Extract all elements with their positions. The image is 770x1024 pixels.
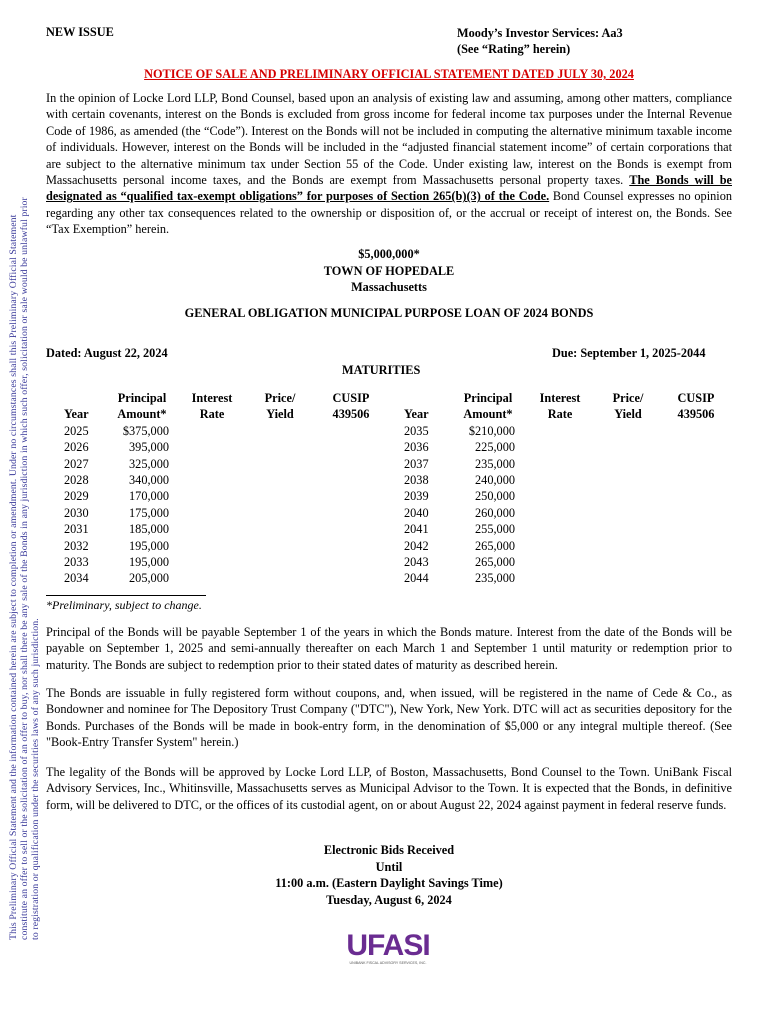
notice-title: NOTICE OF SALE AND PRELIMINARY OFFICIAL STATEMENT DATED JULY 30, 2024	[144, 67, 634, 81]
left-amount-column	[112, 390, 172, 587]
principal-amount: 255,000	[475, 522, 515, 537]
principal-amount: 235,000	[475, 456, 515, 471]
principal-amount: 195,000	[129, 554, 169, 569]
rating-block	[457, 25, 623, 57]
preliminary-disclaimer-sidebar	[8, 20, 42, 940]
left-interest-column	[186, 390, 238, 423]
year-header: Year	[64, 407, 89, 422]
principal-amount: 205,000	[129, 571, 169, 586]
cusip-prefix-header: 439506	[332, 407, 370, 422]
logo-tagline: UNIBANK FISCAL ADVISORY SERVICES, INC.	[349, 961, 427, 965]
bids-time: 11:00 a.m. (Eastern Daylight Savings Time)	[275, 876, 503, 890]
disclaimer-line-3: to registration or qualification under the securities laws of any such jurisdiction.	[30, 618, 41, 940]
right-amount-column	[458, 390, 518, 587]
rating-line: Moody’s Investor Services: Aa3	[457, 26, 623, 40]
maturity-year: 2040	[404, 505, 429, 520]
maturity-year: 2028	[64, 472, 89, 487]
interest-header: Interest	[539, 391, 581, 405]
principal-amount: 240,000	[475, 472, 515, 487]
yield-header: Yield	[614, 407, 642, 422]
principal-amount: $375,000	[122, 423, 169, 438]
cusip-header: CUSIP	[332, 391, 370, 405]
registration-paragraph: The Bonds are issuable in fully registered form without coupons, and, when issued, will be registered in the name of Cede & Co., as Bondowner and nominee for The Depository Trust Company ("DTC"), New York, New York. DTC will act as securities depository for the Bonds. Purchases of the Bonds will be made in book-entry form, in the denomination of $5,000 or any integral multiple thereof. (See "Book-Entry Transfer System" herein.)	[46, 686, 732, 750]
opinion-text-continued: Bond Counsel expresses no opinion regarding any other tax consequences related to the ownership or disposition of, or the accrual or receipt of interest on, the Bonds. See “Tax Exemption” herein.	[46, 189, 732, 237]
principal-header: Principal	[463, 391, 513, 405]
payment-paragraph: Principal of the Bonds will be payable September 1 of the years in which the Bonds mature. Interest from the date of the Bonds will be payable on September 1, 2025 and semi-annually thereafter on each March 1 and September 1 until maturity or redemption prior to maturity. The Bonds are subject to redemption prior to their stated dates of maturity as described herein.	[46, 625, 732, 672]
left-price-column	[258, 390, 302, 423]
principal-amount: 225,000	[475, 440, 515, 455]
maturity-year: 2042	[404, 538, 429, 553]
principal-amount: 185,000	[129, 522, 169, 537]
principal-amount: 170,000	[129, 489, 169, 504]
ufasi-logo	[336, 925, 440, 971]
dated-date: Dated: August 22, 2024	[46, 346, 168, 360]
disclaimer-line-2: constitute an offer to sell or the solicitation of an offer to buy, nor shall there be any sale of the Bonds in any jurisdiction in which such offer, solicitation or sale would be unlawful prior	[19, 197, 30, 940]
principal-amount: 260,000	[475, 505, 515, 520]
bids-line-1: Electronic Bids Received	[323, 843, 455, 857]
maturity-year: 2025	[64, 423, 89, 438]
right-price-column	[606, 390, 650, 423]
maturity-year: 2038	[404, 472, 429, 487]
price-header: Price/	[612, 391, 644, 405]
footnote-divider	[46, 595, 206, 596]
rate-header: Rate	[547, 407, 573, 422]
principal-header: Principal	[117, 391, 167, 405]
left-year-column	[64, 390, 100, 587]
logo-wordmark: UFASI	[346, 929, 430, 962]
maturity-year: 2044	[404, 571, 429, 586]
maturity-year: 2033	[64, 554, 89, 569]
legality-paragraph: The legality of the Bonds will be approved by Locke Lord LLP, of Boston, Massachusetts, Bond Counsel to the Town. UniBank Fiscal Advisory Services, Inc., Whitinsville, Massachusetts serves as Municipal Advisor to the Town. It is expected that the Bonds, in definitive form, will be delivered to DTC, or the offices of its custodial agent, on or about August 22, 2024 against payment in federal reserve funds.	[46, 765, 732, 812]
principal-amount: 250,000	[475, 489, 515, 504]
rating-reference: (See “Rating” herein)	[457, 42, 571, 56]
cusip-prefix-header: 439506	[677, 407, 715, 422]
principal-amount: 265,000	[475, 538, 515, 553]
ufasi-logo-mark	[336, 925, 440, 971]
rate-header: Rate	[199, 407, 225, 422]
opinion-text: In the opinion of Locke Lord LLP, Bond Counsel, based upon an analysis of existing law and assuming, among other matters, compliance with certain covenants, interest on the Bonds is excluded from gross income for federal income tax purposes under the Internal Revenue Code of 1986, as amended (the “Code”). Interest on the Bonds will not be included in computing the alternative minimum taxable income of individuals. However, interest on the Bonds will be included in the “adjusted financial statement income” of certain corporations that are subject to the alternative minimum tax under Section 55 of the Code. Under existing law, interest on the Bonds is exempt from Massachusetts personal income taxes, and the Bonds are exempt from Massachusetts personal property taxes.	[46, 91, 732, 188]
yield-header: Yield	[266, 407, 294, 422]
right-cusip-column	[672, 390, 720, 423]
maturity-year: 2031	[64, 522, 89, 537]
maturity-year: 2035	[404, 423, 429, 438]
right-interest-column	[534, 390, 586, 423]
amount-header: Amount*	[117, 407, 167, 422]
designation-statement: The Bonds will be designated as “qualified tax-exempt obligations” for purposes of Section 265(b)(3) of the Code.	[46, 173, 732, 204]
issuer-state: Massachusetts	[351, 280, 427, 294]
offering-block	[46, 246, 732, 296]
maturities-heading: MATURITIES	[342, 363, 421, 377]
principal-amount: $210,000	[468, 423, 515, 438]
left-cusip-column	[327, 390, 375, 423]
principal-amount: 195,000	[129, 538, 169, 553]
maturity-year: 2037	[404, 456, 429, 471]
issuer-name: TOWN OF HOPEDALE	[323, 263, 455, 278]
bond-counsel-opinion	[46, 90, 732, 238]
maturity-year: 2039	[404, 489, 429, 504]
principal-amount: 340,000	[129, 472, 169, 487]
year-header: Year	[404, 407, 429, 422]
principal-amount: 235,000	[475, 571, 515, 586]
right-year-column	[404, 390, 440, 587]
preliminary-footnote: *Preliminary, subject to change.	[46, 598, 202, 612]
due-date: Due: September 1, 2025-2044	[552, 346, 706, 360]
maturity-year: 2030	[64, 505, 89, 520]
principal-amount: 325,000	[129, 456, 169, 471]
offering-amount: $5,000,000*	[358, 247, 420, 261]
maturity-year: 2041	[404, 522, 429, 537]
disclaimer-line-1: This Preliminary Official Statement and the information contained herein are subject to completion or amendment. Under no circumstances shall this Preliminary Official Statement	[8, 214, 19, 940]
maturity-year: 2032	[64, 538, 89, 553]
principal-amount: 175,000	[129, 505, 169, 520]
maturity-year: 2036	[404, 440, 429, 455]
principal-amount: 395,000	[129, 440, 169, 455]
amount-header: Amount*	[463, 407, 513, 422]
electronic-bids-block	[46, 842, 732, 908]
maturity-year: 2027	[64, 456, 89, 471]
cusip-header: CUSIP	[677, 391, 715, 405]
bond-title: GENERAL OBLIGATION MUNICIPAL PURPOSE LOAN OF 2024 BONDS	[184, 306, 594, 320]
bids-line-2: Until	[375, 859, 403, 874]
maturity-year: 2029	[64, 489, 89, 504]
interest-header: Interest	[191, 391, 233, 405]
bids-date: Tuesday, August 6, 2024	[326, 892, 452, 907]
maturity-year: 2043	[404, 554, 429, 569]
maturity-year: 2034	[64, 571, 89, 586]
maturity-year: 2026	[64, 440, 89, 455]
principal-amount: 265,000	[475, 554, 515, 569]
price-header: Price/	[264, 391, 296, 405]
new-issue-label: NEW ISSUE	[46, 25, 114, 39]
